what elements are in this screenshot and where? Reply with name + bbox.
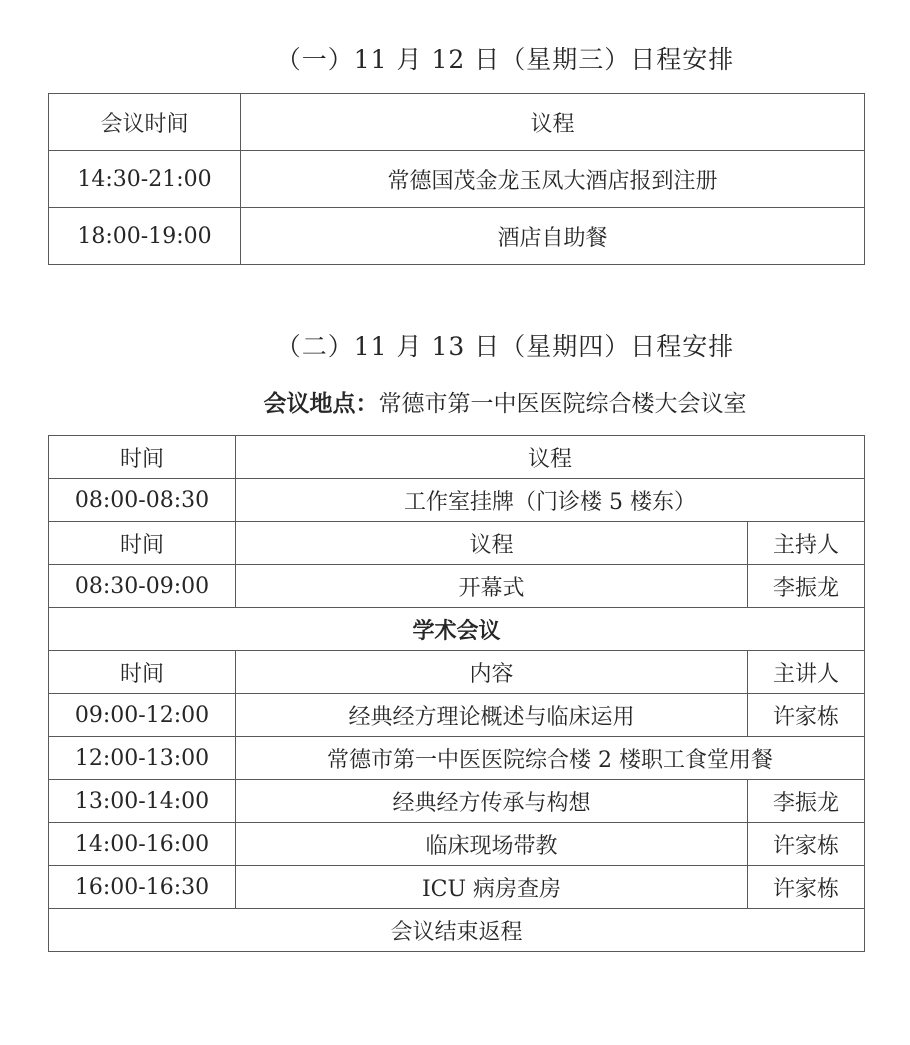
location-label: 会议地点： (263, 391, 379, 417)
agenda-cell: 开幕式 (236, 565, 748, 608)
time-cell: 08:00-08:30 (49, 479, 236, 522)
table-row (49, 780, 865, 823)
time-cell: 16:00-16:30 (49, 866, 236, 909)
header-cell-time: 时间 (49, 522, 236, 565)
agenda-cell: 临床现场带教 (236, 823, 748, 866)
table-row (49, 208, 865, 265)
person-cell: 许家栋 (748, 694, 865, 737)
agenda-cell: 经典经方理论概述与临床运用 (236, 694, 748, 737)
table-header-row (49, 94, 865, 151)
agenda-cell: ICU 病房查房 (236, 866, 748, 909)
header-cell-host: 主持人 (748, 522, 865, 565)
day1-schedule-table (48, 93, 865, 265)
section1-title: （一）11 月 12 日（星期三）日程安排 (275, 45, 735, 74)
table-row (49, 737, 865, 780)
time-cell: 08:30-09:00 (49, 565, 236, 608)
agenda-cell: 经典经方传承与构想 (236, 780, 748, 823)
header-cell-agenda: 议程 (236, 436, 865, 479)
header-cell-time: 时间 (49, 651, 236, 694)
person-cell: 许家栋 (748, 823, 865, 866)
time-cell: 14:30-21:00 (49, 151, 241, 208)
closing-row (49, 909, 865, 952)
table-header-row (49, 522, 865, 565)
meeting-location-line (97, 391, 910, 417)
time-cell: 18:00-19:00 (49, 208, 241, 265)
academic-session-header: 学术会议 (49, 608, 865, 651)
header-cell-agenda: 议程 (236, 522, 748, 565)
time-cell: 13:00-14:00 (49, 780, 236, 823)
section2-title: （二）11 月 13 日（星期四）日程安排 (275, 332, 735, 361)
agenda-cell: 常德市第一中医医院综合楼 2 楼职工食堂用餐 (236, 737, 865, 780)
header-cell-speaker: 主讲人 (748, 651, 865, 694)
header-cell-agenda: 议程 (241, 94, 865, 151)
person-cell: 李振龙 (748, 780, 865, 823)
agenda-cell: 常德国茂金龙玉凤大酒店报到注册 (241, 151, 865, 208)
day2-schedule-table (48, 435, 865, 952)
person-cell: 李振龙 (748, 565, 865, 608)
section-divider-row (49, 608, 865, 651)
table-header-row (49, 436, 865, 479)
time-cell: 14:00-16:00 (49, 823, 236, 866)
person-cell: 许家栋 (748, 866, 865, 909)
table-row (49, 823, 865, 866)
header-cell-time: 时间 (49, 436, 236, 479)
header-cell-meeting-time: 会议时间 (49, 94, 241, 151)
table-row (49, 565, 865, 608)
time-cell: 09:00-12:00 (49, 694, 236, 737)
table-header-row (49, 651, 865, 694)
agenda-cell: 酒店自助餐 (241, 208, 865, 265)
agenda-cell: 工作室挂牌（门诊楼 5 楼东） (236, 479, 865, 522)
header-cell-content: 内容 (236, 651, 748, 694)
table-row (49, 151, 865, 208)
location-value: 常德市第一中医医院综合楼大会议室 (378, 391, 747, 417)
table-row (49, 479, 865, 522)
table-row (49, 694, 865, 737)
time-cell: 12:00-13:00 (49, 737, 236, 780)
table-row (49, 866, 865, 909)
closing-cell: 会议结束返程 (49, 909, 865, 952)
